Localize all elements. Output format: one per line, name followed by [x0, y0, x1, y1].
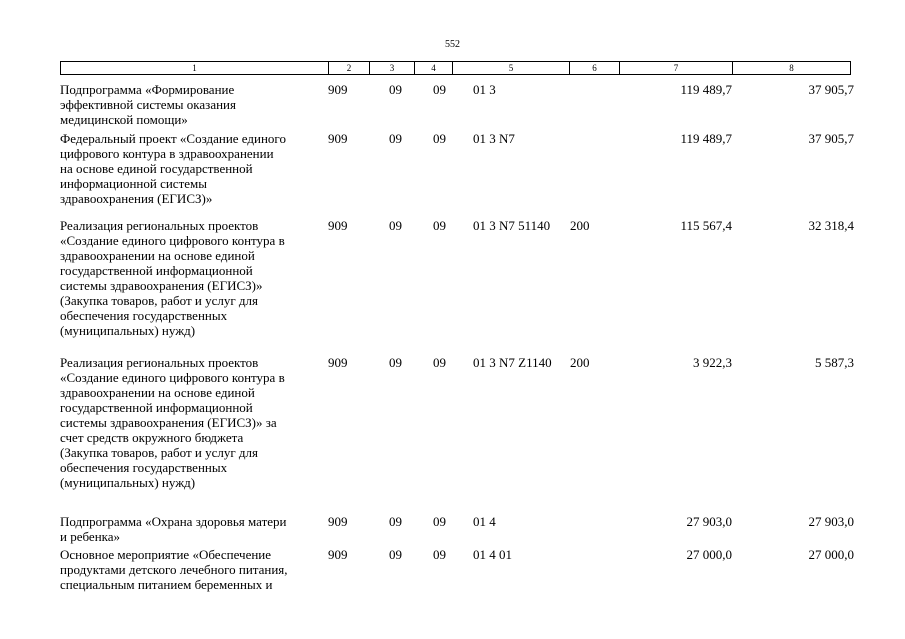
amount-col-7: 115 567,4	[680, 218, 732, 233]
ministry-code: 909	[328, 355, 348, 370]
row-name-line: (Закупка товаров, работ и услуг для	[60, 293, 258, 308]
row-name-line: Реализация региональных проектов	[60, 355, 259, 370]
row-name-line: Основное мероприятие «Обеспечение	[60, 547, 272, 562]
row-name-line: здравоохранения (ЕГИСЗ)»	[60, 191, 213, 206]
target-article: 01 3	[473, 82, 496, 97]
header-col-1: 1	[61, 62, 329, 74]
row-name-line: медицинской помощи»	[60, 112, 188, 127]
section-code: 09	[389, 547, 402, 562]
section-code: 09	[389, 355, 402, 370]
section-code: 09	[389, 514, 402, 529]
row-name	[60, 218, 330, 338]
table-header	[60, 61, 851, 75]
amount-col-7: 27 000,0	[686, 547, 732, 562]
target-article: 01 4	[473, 514, 496, 529]
row-name-line: «Создание единого цифрового контура в	[60, 370, 285, 385]
row-name-line: обеспечения государственных	[60, 460, 228, 475]
subsection-code: 09	[433, 547, 446, 562]
subsection-code: 09	[433, 355, 446, 370]
ministry-code: 909	[328, 131, 348, 146]
target-article: 01 3 N7 51140	[473, 218, 551, 233]
amount-col-8: 27 000,0	[808, 547, 854, 562]
amount-col-7: 119 489,7	[680, 131, 732, 146]
amount-col-7: 119 489,7	[680, 82, 732, 97]
header-col-6: 6	[570, 62, 620, 74]
row-name-line: системы здравоохранения (ЕГИСЗ)» за	[60, 415, 277, 430]
expense-type: 200	[570, 218, 590, 233]
row-name-line: (Закупка товаров, работ и услуг для	[60, 445, 258, 460]
row-name	[60, 514, 330, 544]
header-col-2: 2	[329, 62, 370, 74]
target-article: 01 3 N7	[473, 131, 515, 146]
subsection-code: 09	[433, 131, 446, 146]
section-code: 09	[389, 131, 402, 146]
ministry-code: 909	[328, 514, 348, 529]
header-col-3: 3	[370, 62, 415, 74]
row-name-line: здравоохранении на основе единой	[60, 385, 255, 400]
amount-col-8: 37 905,7	[808, 131, 854, 146]
amount-col-8: 5 587,3	[815, 355, 854, 370]
expense-type: 200	[570, 355, 590, 370]
subsection-code: 09	[433, 82, 446, 97]
section-code: 09	[389, 218, 402, 233]
header-col-4: 4	[415, 62, 453, 74]
ministry-code: 909	[328, 218, 348, 233]
row-name-line: специальным питанием беременных и	[60, 577, 273, 592]
row-name-line: (муниципальных) нужд)	[60, 323, 196, 338]
row-name	[60, 547, 330, 592]
row-name-line: на основе единой государственной	[60, 161, 253, 176]
row-name-line: Реализация региональных проектов	[60, 218, 259, 233]
section-code: 09	[389, 82, 402, 97]
subsection-code: 09	[433, 218, 446, 233]
row-name-line: счет средств окружного бюджета	[60, 430, 244, 445]
row-name-line: государственной информационной	[60, 400, 253, 415]
amount-col-8: 27 903,0	[808, 514, 854, 529]
page-number: 552	[445, 39, 460, 50]
header-col-8: 8	[789, 63, 794, 73]
row-name-line: эффективной системы оказания	[60, 97, 236, 112]
row-name-line: Федеральный проект «Создание единого	[60, 131, 286, 146]
subsection-code: 09	[433, 514, 446, 529]
row-name-line: Подпрограмма «Охрана здоровья матери	[60, 514, 287, 529]
row-name	[60, 82, 330, 127]
target-article: 01 3 N7 Z1140	[473, 355, 552, 370]
row-name-line: и ребенка»	[60, 529, 121, 544]
row-name-line: продуктами детского лечебного питания,	[60, 562, 288, 577]
ministry-code: 909	[328, 82, 348, 97]
row-name-line: государственной информационной	[60, 263, 253, 278]
row-name-line: (муниципальных) нужд)	[60, 475, 196, 490]
row-name-line: информационной системы	[60, 176, 207, 191]
row-name-line: обеспечения государственных	[60, 308, 228, 323]
row-name	[60, 131, 330, 206]
row-name-line: Подпрограмма «Формирование	[60, 82, 235, 97]
amount-col-7: 3 922,3	[693, 355, 732, 370]
row-name-line: здравоохранении на основе единой	[60, 248, 255, 263]
row-name-line: системы здравоохранения (ЕГИСЗ)»	[60, 278, 263, 293]
header-col-7: 7	[620, 62, 733, 74]
amount-col-8: 37 905,7	[808, 82, 854, 97]
header-col-5: 5	[453, 62, 570, 74]
ministry-code: 909	[328, 547, 348, 562]
row-name-line: цифрового контура в здравоохранении	[60, 146, 274, 161]
target-article: 01 4 01	[473, 547, 512, 562]
amount-col-7: 27 903,0	[686, 514, 732, 529]
amount-col-8: 32 318,4	[808, 218, 854, 233]
row-name	[60, 355, 330, 490]
row-name-line: «Создание единого цифрового контура в	[60, 233, 285, 248]
